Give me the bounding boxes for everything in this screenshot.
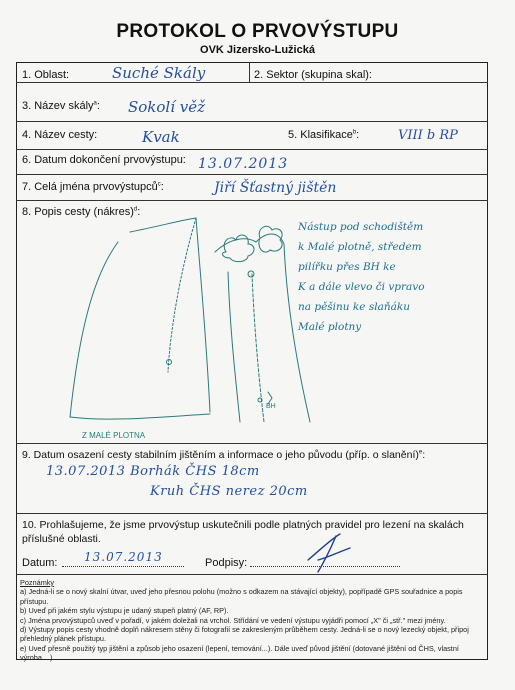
route-line: Malé plotny <box>298 321 362 333</box>
field-datum-value: 13.07.2013 <box>198 156 289 172</box>
route-line-left <box>168 218 196 372</box>
note-line: přehledný plánek přístupu. <box>20 634 106 644</box>
note-line: b) Uveď při jakém stylu výstupu je udaný stupeň platný (AF, RP). <box>20 606 229 616</box>
field-oblast-value: Suché Skály <box>112 64 206 82</box>
notes-divider <box>16 574 488 575</box>
signature-label: Podpisy: <box>205 557 248 569</box>
page-subtitle: OVK Jizersko-Lužická <box>200 44 315 56</box>
declaration-line-2: příslušné oblasti. <box>22 533 101 545</box>
route-sketch <box>60 212 490 444</box>
ring-top <box>248 271 254 277</box>
field-jisteni-label: 9. Datum osazení cesty stabilním jištěním a informace o jeho původu (příp. o slanění)$^e$: <box>22 449 426 461</box>
field-jmena-value: Jiří Šťastný jištěn <box>214 180 337 196</box>
label-plotna: Z MALÉ PLOTNA <box>82 431 146 440</box>
route-line: pilířku přes BH ke <box>298 261 396 273</box>
field-datum-label: 6. Datum dokončení prvovýstupu: <box>22 154 186 166</box>
rock-ledge <box>70 414 210 419</box>
field-cesta-label: 4. Název cesty: <box>22 129 98 141</box>
field-oblast-label: 1. Oblast: <box>22 69 70 81</box>
field-klasifikace-value: VIII b RP <box>398 128 458 143</box>
field-jisteni-line1: 13.07.2013 Borhák ČHS 18cm <box>46 464 260 479</box>
field-cesta-value: Kvak <box>142 128 180 146</box>
note-line: výroba ...) <box>20 653 53 663</box>
page-title: PROTOKOL O PRVOVÝSTUPU <box>116 21 399 42</box>
route-line: K a dále vlevo či vpravo <box>298 281 425 293</box>
label-bh: BH <box>266 403 276 410</box>
rock-edge-left <box>70 242 118 417</box>
route-line: na pěšinu ke slaňáku <box>298 301 410 313</box>
note-line: a) Jedná-li se o nový skalní útvar, uveď jeho přesnou polohu (možno s odkazem na stávající objekty), popřípadě GPS souřadnice a popis <box>20 587 463 597</box>
separator <box>249 62 250 83</box>
field-sektor-label: 2. Sektor (skupina skal): <box>254 69 372 81</box>
declaration-line-1: 10. Prohlašujeme, že jsme prvovýstup uskutečnili podle platných pravidel pro lezení na skalách <box>22 519 464 531</box>
route-description <box>298 217 425 337</box>
tower-outline <box>215 234 310 422</box>
note-line: d) Výstupy popis cesty vhodně doplň nákresem stěny či fotografií se zakresleným průběhem cesty. Jedná-li se o nový lezecký objekt, připoj <box>20 625 469 635</box>
notes <box>20 578 482 663</box>
date-label: Datum: <box>22 557 58 569</box>
tower-edge <box>228 272 240 422</box>
signature <box>300 530 360 575</box>
field-jisteni-line2: Kruh ČHS nerez 20cm <box>150 484 308 499</box>
field-skala-value: Sokolí věž <box>128 98 206 116</box>
note-line: c) Jména prvovýstupců uveď v pořadí, v jakém doležali na vrchol. Střídání ve vedení výstupu vyjádři pomocí „X" či „stř." mezi jmény. <box>20 615 446 625</box>
date-line <box>62 566 184 567</box>
field-jmena-label: 7. Celá jména prvovýstupců$^c$: <box>22 181 164 193</box>
note-line: přístupu. <box>20 596 49 606</box>
route-line: k Malé plotně, středem <box>298 241 422 253</box>
tree-crown-2 <box>259 226 282 252</box>
note-line: e) Uveď přesně použitý typ jištění a způsob jeho osazení (lepení, temování...). Dále uveď původ jištění (dotované jištění od ČHS, vlastní <box>20 643 459 653</box>
field-popis-label: 8. Popis cesty (nákres)$^d$: <box>22 206 141 218</box>
field-skala-label: 3. Název skály$^a$: <box>22 100 100 112</box>
date-value: 13.07.2013 <box>84 550 163 564</box>
field-klasifikace-label: 5. Klasifikace$^b$: <box>288 129 360 141</box>
rock-outline-left <box>130 218 210 412</box>
route-line: Nástup pod schodištěm <box>298 221 424 233</box>
notes-heading: Poznámky <box>20 578 55 587</box>
row-oblast <box>16 62 488 83</box>
